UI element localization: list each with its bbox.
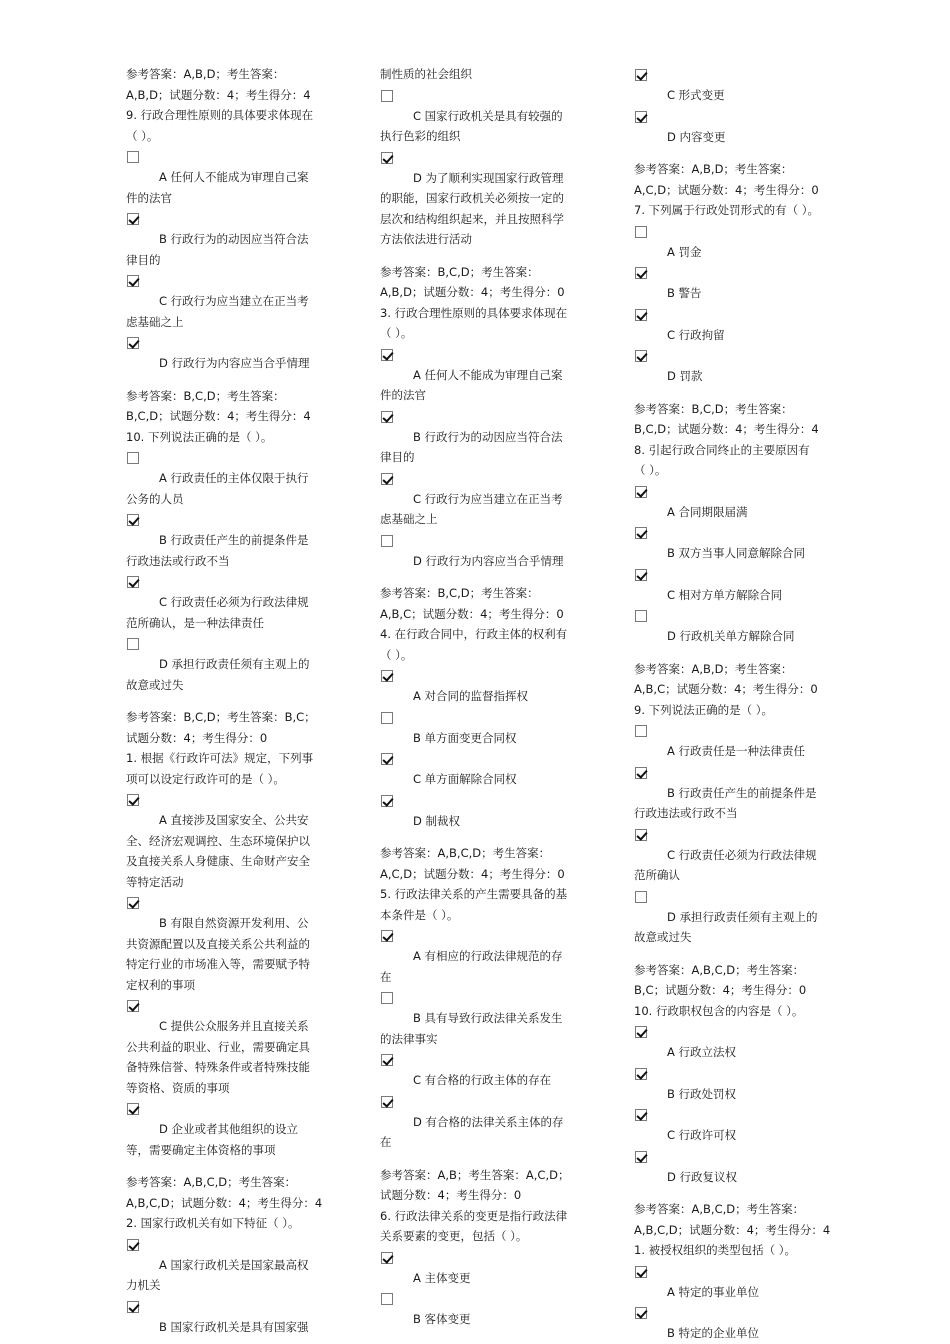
question-text	[126, 748, 328, 789]
answer-option	[126, 151, 328, 208]
text-line: B 单方面变更合同权	[413, 730, 517, 745]
checked-checkbox-icon[interactable]	[635, 111, 647, 123]
text-line: 等资格、资质的事项	[126, 1080, 230, 1095]
checked-checkbox-icon[interactable]	[127, 275, 139, 287]
text-line: A,B,C,D；试题分数：4；考生得分：4	[126, 1195, 323, 1210]
answer-option	[380, 90, 582, 147]
section-spacer	[634, 647, 836, 659]
text-line: B 双方当事人同意解除合同	[667, 546, 806, 560]
text-line: D 企业或者其他组织的设立	[159, 1122, 299, 1136]
column-3	[634, 64, 836, 1344]
answer-option	[126, 576, 328, 633]
question-text	[634, 200, 836, 221]
text-line: A 主体变更	[413, 1270, 471, 1285]
answer-option	[126, 794, 328, 892]
answer-option	[634, 309, 836, 346]
text-line: B 客体变更	[413, 1312, 471, 1326]
text-line: A 行政责任是一种法律责任	[667, 744, 806, 758]
text-line: 10. 行政职权包含的内容是（ ）。	[634, 1003, 804, 1018]
question-text	[634, 700, 836, 721]
text-line: 1. 被授权组织的类型包括（ ）。	[634, 1243, 797, 1257]
text-line: 等特定活动	[126, 874, 184, 889]
checked-checkbox-icon[interactable]	[127, 213, 139, 225]
unchecked-checkbox-icon[interactable]	[127, 452, 139, 464]
text-line: 6. 行政法律关系的变更是指行政法律	[380, 1208, 568, 1223]
text-line: A 直接涉及国家安全、公共安	[159, 813, 309, 827]
text-line: D 罚款	[667, 369, 703, 383]
text-line: 5. 行政法律关系的产生需要具备的基	[380, 887, 568, 901]
answer-option	[380, 152, 582, 250]
section-spacer	[634, 948, 836, 960]
text-line: C 行政行为应当建立在正当考	[159, 294, 309, 308]
checked-checkbox-icon[interactable]	[635, 527, 647, 539]
text-line: D 行政行为内容应当合乎情理	[413, 553, 564, 568]
section-spacer	[380, 831, 582, 843]
question-text	[380, 303, 582, 344]
text-line: 1. 根据《行政许可法》规定，下列事	[126, 751, 314, 765]
text-line: B,C,D；试题分数：4；考生得分：4	[634, 422, 819, 436]
answer-summary	[380, 843, 582, 884]
text-line: C 行政行为应当建立在正当考	[413, 491, 563, 506]
text-line: D 行政机关单方解除合同	[667, 629, 795, 643]
answer-option	[380, 535, 582, 572]
text-line: 件的法官	[380, 388, 426, 402]
text-line: B 行政责任产生的前提条件是	[667, 785, 817, 800]
answer-option	[126, 1103, 328, 1160]
text-line: B 行政责任产生的前提条件是	[159, 533, 309, 547]
checked-checkbox-icon[interactable]	[381, 411, 393, 423]
checked-checkbox-icon[interactable]	[381, 349, 393, 361]
checked-checkbox-icon[interactable]	[381, 152, 393, 164]
answer-option	[380, 670, 582, 707]
text-line: 及直接关系人身健康、生命财产安全	[126, 854, 310, 868]
checked-checkbox-icon[interactable]	[127, 1301, 139, 1313]
answer-option	[634, 1026, 836, 1063]
checked-checkbox-icon[interactable]	[127, 1103, 139, 1115]
text-line: 全、经济宏观调控、生态环境保护以	[126, 833, 310, 848]
answer-option	[380, 930, 582, 987]
question-text	[634, 440, 836, 481]
checked-checkbox-icon[interactable]	[381, 473, 393, 485]
checked-checkbox-icon[interactable]	[635, 1026, 647, 1038]
checked-checkbox-icon[interactable]	[635, 569, 647, 581]
answer-option	[126, 452, 328, 509]
text-line: D 承担行政责任须有主观上的	[667, 909, 818, 924]
unchecked-checkbox-icon[interactable]	[127, 151, 139, 163]
answer-option	[126, 897, 328, 995]
answer-option	[634, 527, 836, 564]
checked-checkbox-icon[interactable]	[127, 337, 139, 349]
text-line: A 任何人不能成为审理自己案	[413, 367, 563, 382]
text-line: 参考答案：A,B；考生答案：A,C,D；	[380, 1167, 570, 1182]
text-line: 参考答案：B,C,D；考生答案：	[380, 264, 539, 279]
answer-option	[380, 411, 582, 468]
answer-option	[126, 275, 328, 332]
section-spacer	[126, 1160, 328, 1172]
text-line: D 制裁权	[413, 813, 461, 828]
text-line: A 有相应的行政法律规范的存	[413, 949, 563, 963]
text-line: C 提供公众服务并且直接关系	[159, 1019, 309, 1033]
text-line: 本条件是（ ）。	[380, 907, 459, 922]
question-text	[380, 1206, 582, 1247]
text-line: 4. 在行政合同中，行政主体的权利有	[380, 627, 568, 641]
answer-option	[380, 1054, 582, 1091]
text-line: 虑基础之上	[126, 314, 184, 329]
text-line: A 对合同的监督指挥权	[413, 689, 529, 703]
answer-option	[634, 111, 836, 148]
text-line: A,B,C；试题分数：4；考生得分：0	[380, 606, 564, 621]
unchecked-checkbox-icon[interactable]	[635, 226, 647, 238]
answer-option	[634, 1068, 836, 1105]
text-line: 关系要素的变更，包括（ ）。	[380, 1229, 528, 1243]
answer-option	[380, 1096, 582, 1153]
text-line: 参考答案：B,C,D；考生答案：	[126, 388, 285, 403]
question-text	[126, 105, 328, 146]
text-line: 力机关	[126, 1278, 161, 1292]
text-line: C 相对方单方解除合同	[667, 587, 783, 602]
checked-checkbox-icon[interactable]	[635, 486, 647, 498]
answer-option	[634, 350, 836, 387]
text-line: 律目的	[380, 450, 415, 464]
text-line: B 有限自然资源开发利用、公	[159, 916, 309, 930]
text-line: 试题分数：4；考生得分：0	[380, 1188, 522, 1202]
question-text	[126, 1213, 328, 1234]
text-line: 参考答案：B,C,D；考生答案：	[634, 401, 793, 416]
text-line: B 行政处罚权	[667, 1086, 737, 1101]
option-continuation	[380, 64, 582, 85]
column-2	[380, 64, 582, 1330]
text-line: D 行政复议权	[667, 1169, 738, 1184]
checked-checkbox-icon[interactable]	[381, 1096, 393, 1108]
text-line: 范所确认	[634, 868, 680, 882]
text-line: 参考答案：A,B,C,D；考生答案：	[126, 1175, 297, 1189]
text-line: 参考答案：A,B,D；考生答案：	[634, 162, 793, 176]
text-line: B 国家行政机关是具有国家强	[159, 1319, 309, 1334]
text-line: C 有合格的行政主体的存在	[413, 1073, 552, 1087]
answer-option	[126, 1000, 328, 1098]
text-line: A 特定的事业单位	[667, 1284, 760, 1299]
checked-checkbox-icon[interactable]	[127, 514, 139, 526]
checked-checkbox-icon[interactable]	[381, 1054, 393, 1066]
text-line: 层次和结构组织起来，并且按照科学	[380, 211, 564, 226]
checked-checkbox-icon[interactable]	[635, 1109, 647, 1121]
unchecked-checkbox-icon[interactable]	[381, 1293, 393, 1305]
checked-checkbox-icon[interactable]	[381, 1252, 393, 1264]
text-line: B 具有导致行政法律关系发生	[413, 1011, 563, 1025]
section-spacer	[380, 571, 582, 583]
text-line: D 为了顺利实现国家行政管理	[413, 170, 564, 185]
answer-option	[634, 610, 836, 647]
text-line: 7. 下列属于行政处罚形式的有（ ）。	[634, 203, 820, 217]
answer-option	[380, 712, 582, 749]
text-line: A 行政立法权	[667, 1045, 737, 1059]
unchecked-checkbox-icon[interactable]	[635, 610, 647, 622]
unchecked-checkbox-icon[interactable]	[381, 90, 393, 102]
section-spacer	[634, 147, 836, 159]
answer-option	[380, 992, 582, 1049]
answer-option	[126, 337, 328, 374]
text-line: 参考答案：A,B,C,D；考生答案：	[634, 962, 805, 977]
text-line: A,C,D；试题分数：4；考生得分：0	[634, 182, 819, 197]
text-line: 备特殊信誉、特殊条件或者特殊技能	[126, 1060, 310, 1074]
text-line: 参考答案：A,B,D；考生答案：	[634, 661, 793, 676]
checked-checkbox-icon[interactable]	[127, 794, 139, 806]
checked-checkbox-icon[interactable]	[127, 897, 139, 909]
answer-option	[126, 638, 328, 695]
text-line: B 行政行为的动因应当符合法	[159, 232, 309, 246]
text-line: 9. 行政合理性原则的具体要求体现在	[126, 108, 314, 122]
text-line: （ ）。	[634, 463, 667, 477]
text-line: B 特定的企业单位	[667, 1326, 760, 1340]
text-line: 参考答案：B,C,D；考生答案：B,C；	[126, 710, 316, 724]
text-line: A 合同期限届满	[667, 504, 748, 519]
text-line: A 行政责任的主体仅限于执行	[159, 471, 309, 485]
text-line: D 承担行政责任须有主观上的	[159, 657, 310, 671]
text-line: 方法依法进行活动	[380, 232, 472, 246]
answer-option	[634, 1307, 836, 1344]
text-line: 9. 下列说法正确的是（ ）。	[634, 702, 774, 717]
text-line: C 国家行政机关是具有较强的	[413, 108, 563, 123]
text-line: 公务的人员	[126, 491, 184, 506]
section-spacer	[380, 1153, 582, 1165]
text-line: C 行政拘留	[667, 327, 725, 342]
text-line: 特定行业的市场准入等，需要赋予特	[126, 957, 310, 971]
answer-summary	[126, 386, 328, 427]
answer-summary	[634, 960, 836, 1001]
answer-option	[126, 213, 328, 270]
question-text	[634, 1240, 836, 1261]
text-line: C 形式变更	[667, 88, 725, 102]
checked-checkbox-icon[interactable]	[635, 350, 647, 362]
checked-checkbox-icon[interactable]	[635, 1266, 647, 1278]
checked-checkbox-icon[interactable]	[381, 795, 393, 807]
text-line: 2. 国家行政机关有如下特征（ ）。	[126, 1216, 300, 1230]
answer-option	[380, 473, 582, 530]
answer-option	[634, 725, 836, 762]
text-line: A,B,D；试题分数：4；考生得分：0	[380, 285, 565, 299]
answer-summary	[126, 64, 328, 105]
checked-checkbox-icon[interactable]	[635, 1151, 647, 1163]
checked-checkbox-icon[interactable]	[127, 576, 139, 588]
section-spacer	[126, 695, 328, 707]
answer-option	[634, 1266, 836, 1303]
text-line: 的职能，国家行政机关必须按一定的	[380, 191, 564, 205]
checked-checkbox-icon[interactable]	[635, 1068, 647, 1080]
text-line: 参考答案：B,C,D；考生答案：	[380, 586, 539, 600]
answer-option	[126, 1239, 328, 1296]
answer-option	[634, 226, 836, 263]
answer-option	[634, 1151, 836, 1188]
text-line: A 国家行政机关是国家最高权	[159, 1257, 309, 1272]
text-line: B 行政行为的动因应当符合法	[413, 429, 563, 444]
answer-option	[634, 829, 836, 886]
text-line: 3. 行政合理性原则的具体要求体现在	[380, 305, 568, 320]
question-text	[380, 624, 582, 665]
answer-summary	[634, 1199, 836, 1240]
answer-option	[634, 569, 836, 606]
answer-option	[380, 1252, 582, 1289]
text-line: （ ）。	[380, 326, 413, 340]
text-line: （ ）。	[380, 647, 413, 662]
checked-checkbox-icon[interactable]	[635, 69, 647, 81]
text-line: 定权利的事项	[126, 977, 195, 992]
checked-checkbox-icon[interactable]	[381, 753, 393, 765]
text-line: A 罚金	[667, 244, 702, 259]
text-line: 参考答案：A,B,C,D；考生答案：	[380, 846, 551, 860]
question-text	[126, 427, 328, 448]
unchecked-checkbox-icon[interactable]	[381, 712, 393, 724]
text-line: 件的法官	[126, 190, 172, 205]
answer-option	[634, 267, 836, 304]
text-line: A 任何人不能成为审理自己案	[159, 170, 309, 184]
checked-checkbox-icon[interactable]	[635, 267, 647, 279]
column-1	[126, 64, 328, 1337]
text-line: C 行政责任必须为行政法律规	[667, 847, 817, 862]
answer-option	[634, 69, 836, 106]
unchecked-checkbox-icon[interactable]	[635, 725, 647, 737]
text-line: D 内容变更	[667, 129, 726, 144]
answer-summary	[634, 159, 836, 200]
text-line: 的法律事实	[380, 1031, 438, 1046]
question-text	[380, 884, 582, 925]
checked-checkbox-icon[interactable]	[635, 309, 647, 321]
checked-checkbox-icon[interactable]	[381, 930, 393, 942]
text-line: 行政违法或行政不当	[634, 806, 738, 820]
text-line: 故意或过失	[126, 677, 184, 692]
checked-checkbox-icon[interactable]	[127, 1239, 139, 1251]
text-line: 试题分数：4；考生得分：0	[126, 730, 268, 745]
text-line: 10. 下列说法正确的是（ ）。	[126, 429, 273, 444]
text-line: 虑基础之上	[380, 512, 438, 526]
text-line: 执行色彩的组织	[380, 129, 461, 143]
text-line: 在	[380, 969, 392, 984]
unchecked-checkbox-icon[interactable]	[127, 638, 139, 650]
answer-summary	[380, 583, 582, 624]
text-line: 公共利益的职业、行业，需要确定具	[126, 1039, 310, 1054]
text-line: A,C,D；试题分数：4；考生得分：0	[380, 866, 565, 881]
question-text	[634, 1001, 836, 1022]
text-line: 等，需要确定主体资格的事项	[126, 1142, 276, 1157]
text-line: C 行政许可权	[667, 1128, 737, 1142]
text-line: 范所确认，是一种法律责任	[126, 615, 264, 630]
text-line: 故意或过失	[634, 930, 692, 944]
answer-option	[634, 767, 836, 824]
text-line: B,C,D；试题分数：4；考生得分：4	[126, 409, 311, 423]
text-line: 共资源配置以及直接关系公共利益的	[126, 936, 310, 951]
answer-option	[634, 891, 836, 948]
text-line: C 单方面解除合同权	[413, 772, 517, 786]
unchecked-checkbox-icon[interactable]	[381, 992, 393, 1004]
checked-checkbox-icon[interactable]	[127, 1000, 139, 1012]
text-line: （ ）。	[126, 128, 159, 143]
answer-option	[380, 753, 582, 790]
answer-option	[380, 1293, 582, 1330]
answer-summary	[380, 262, 582, 303]
text-line: A,B,C；试题分数：4；考生得分：0	[634, 682, 818, 696]
checked-checkbox-icon[interactable]	[381, 670, 393, 682]
text-line: D 行政行为内容应当合乎情理	[159, 356, 310, 370]
answer-summary	[380, 1165, 582, 1206]
answer-option	[634, 486, 836, 523]
section-spacer	[380, 250, 582, 262]
section-spacer	[126, 374, 328, 386]
text-line: D 有合格的法律关系主体的存	[413, 1114, 564, 1129]
unchecked-checkbox-icon[interactable]	[635, 891, 647, 903]
checked-checkbox-icon[interactable]	[635, 767, 647, 779]
answer-summary	[634, 399, 836, 440]
answer-option	[380, 795, 582, 832]
text-line: 制性质的社会组织	[380, 67, 472, 81]
text-line: B 警告	[667, 286, 702, 300]
text-line: 参考答案：A,B,D；考生答案：	[126, 67, 285, 81]
answer-option	[126, 514, 328, 571]
text-line: A,B,C,D；试题分数：4；考生得分：4	[634, 1222, 831, 1237]
checked-checkbox-icon[interactable]	[635, 829, 647, 841]
text-line: B,C；试题分数：4；考生得分：0	[634, 983, 807, 997]
answer-summary	[126, 1172, 328, 1213]
section-spacer	[634, 387, 836, 399]
answer-option	[126, 1301, 328, 1338]
text-line: 律目的	[126, 252, 161, 267]
answer-summary	[126, 707, 328, 748]
text-line: C 行政责任必须为行政法律规	[159, 595, 309, 609]
answer-option	[634, 1109, 836, 1146]
checked-checkbox-icon[interactable]	[635, 1307, 647, 1319]
text-line: 在	[380, 1135, 392, 1149]
answer-option	[380, 349, 582, 406]
text-line: 行政违法或行政不当	[126, 553, 230, 568]
section-spacer	[634, 1187, 836, 1199]
text-line: A,B,D；试题分数：4；考生得分：4	[126, 87, 311, 102]
answer-summary	[634, 659, 836, 700]
text-line: 项可以设定行政许可的是（ ）。	[126, 771, 285, 786]
text-line: 参考答案：A,B,C,D；考生答案：	[634, 1202, 805, 1216]
text-line: 8. 引起行政合同终止的主要原因有	[634, 442, 810, 457]
unchecked-checkbox-icon[interactable]	[381, 535, 393, 547]
